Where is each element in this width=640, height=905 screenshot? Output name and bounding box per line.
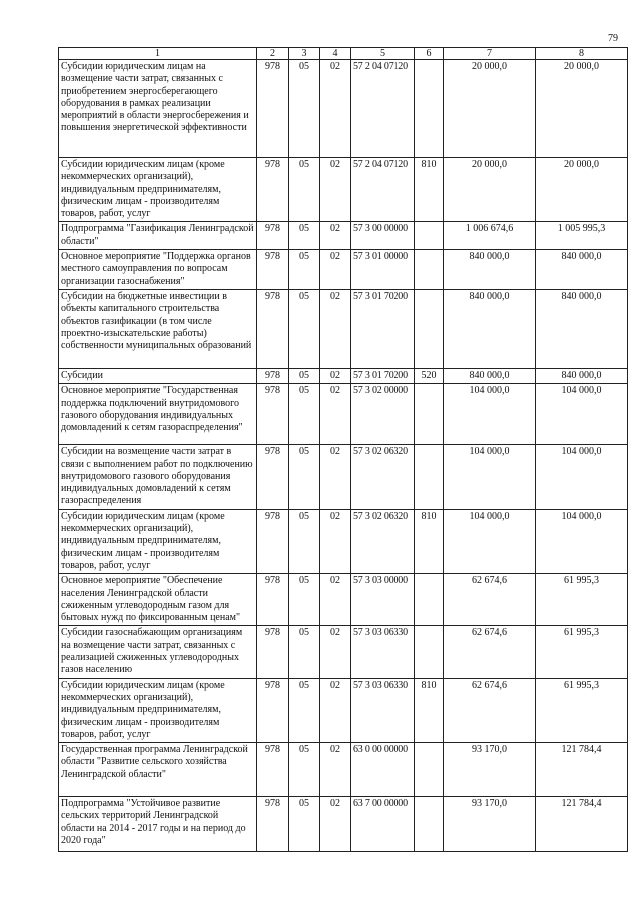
expense-type-cell: 520 (415, 368, 444, 383)
target-article-cell: 63 7 00 00000 (351, 797, 415, 852)
target-article-cell: 57 3 03 06330 (351, 626, 415, 678)
grbs-code-cell: 978 (257, 222, 289, 250)
table-row (59, 574, 628, 626)
table-row (59, 445, 628, 509)
expense-type-cell (415, 743, 444, 797)
budget-table (58, 47, 628, 852)
amount-year1-cell: 840 000,0 (444, 250, 536, 290)
amount-year2-cell: 61 995,3 (536, 626, 628, 678)
target-article-cell: 57 2 04 07120 (351, 60, 415, 158)
grbs-code-cell: 978 (257, 626, 289, 678)
table-row (59, 797, 628, 852)
table-row (59, 250, 628, 290)
subsection-code-cell: 02 (320, 289, 351, 368)
target-article-cell: 57 3 02 06320 (351, 445, 415, 509)
expense-type-cell (415, 797, 444, 852)
expense-type-cell (415, 250, 444, 290)
expense-type-cell: 810 (415, 158, 444, 222)
expense-type-cell (415, 289, 444, 368)
table-row (59, 60, 628, 158)
amount-year1-cell: 1 006 674,6 (444, 222, 536, 250)
item-name-cell: Субсидии на бюджетные инвестиции в объекты капитального строительства объектов газификации (в том числе проектно-изыскательские работы) собственности муниципальных образований (59, 289, 257, 368)
target-article-cell: 57 3 01 70200 (351, 289, 415, 368)
subsection-code-cell: 02 (320, 445, 351, 509)
item-name-cell: Субсидии газоснабжающим организациям на возмещение части затрат, связанных с реализацией сжиженных углеводородных газов населению (59, 626, 257, 678)
item-name-cell: Основное мероприятие "Поддержка органов местного самоуправления по вопросам организации газоснабжения" (59, 250, 257, 290)
section-code-cell: 05 (289, 222, 320, 250)
expense-type-cell (415, 222, 444, 250)
subsection-code-cell: 02 (320, 509, 351, 573)
expense-type-cell (415, 445, 444, 509)
amount-year2-cell: 121 784,4 (536, 797, 628, 852)
section-code-cell: 05 (289, 626, 320, 678)
item-name-cell: Субсидии юридическим лицам (кроме некоммерческих организаций), индивидуальным предпринимателям, физическим лицам - производителям товаров, работ, услуг (59, 158, 257, 222)
header-cell: 2 (257, 48, 289, 60)
expense-type-cell: 810 (415, 509, 444, 573)
amount-year2-cell: 1 005 995,3 (536, 222, 628, 250)
section-code-cell: 05 (289, 743, 320, 797)
expense-type-cell (415, 626, 444, 678)
item-name-cell: Субсидии юридическим лицам (кроме некоммерческих организаций), индивидуальным предпринимателям, физическим лицам - производителям товаров, работ, услуг (59, 678, 257, 742)
subsection-code-cell: 02 (320, 743, 351, 797)
item-name-cell: Субсидии на возмещение части затрат в связи с выполнением работ по подключению внутридомового газового оборудования индивидуальных домовладений к сетям газораспределения (59, 445, 257, 509)
subsection-code-cell: 02 (320, 797, 351, 852)
amount-year1-cell: 104 000,0 (444, 445, 536, 509)
item-name-cell: Субсидии юридическим лицам (кроме некоммерческих организаций), индивидуальным предпринимателям, физическим лицам - производителям товаров, работ, услуг (59, 509, 257, 573)
amount-year2-cell: 104 000,0 (536, 384, 628, 445)
grbs-code-cell: 978 (257, 797, 289, 852)
grbs-code-cell: 978 (257, 574, 289, 626)
grbs-code-cell: 978 (257, 60, 289, 158)
table-row (59, 368, 628, 383)
header-cell: 4 (320, 48, 351, 60)
grbs-code-cell: 978 (257, 368, 289, 383)
target-article-cell: 57 3 03 06330 (351, 678, 415, 742)
section-code-cell: 05 (289, 384, 320, 445)
expense-type-cell: 810 (415, 678, 444, 742)
item-name-cell: Субсидии (59, 368, 257, 383)
grbs-code-cell: 978 (257, 158, 289, 222)
target-article-cell: 57 3 00 00000 (351, 222, 415, 250)
table-row (59, 678, 628, 742)
section-code-cell: 05 (289, 289, 320, 368)
header-row (59, 48, 628, 60)
header-cell: 6 (415, 48, 444, 60)
section-code-cell: 05 (289, 368, 320, 383)
grbs-code-cell: 978 (257, 678, 289, 742)
amount-year1-cell: 840 000,0 (444, 368, 536, 383)
amount-year2-cell: 61 995,3 (536, 574, 628, 626)
amount-year2-cell: 20 000,0 (536, 158, 628, 222)
amount-year2-cell: 20 000,0 (536, 60, 628, 158)
header-cell: 3 (289, 48, 320, 60)
grbs-code-cell: 978 (257, 509, 289, 573)
subsection-code-cell: 02 (320, 678, 351, 742)
expense-type-cell (415, 60, 444, 158)
section-code-cell: 05 (289, 445, 320, 509)
item-name-cell: Основное мероприятие "Обеспечение населения Ленинградской области сжиженным углеводородным газом для бытовых нужд по фиксированным ценам" (59, 574, 257, 626)
subsection-code-cell: 02 (320, 158, 351, 222)
grbs-code-cell: 978 (257, 289, 289, 368)
target-article-cell: 57 3 01 70200 (351, 368, 415, 383)
section-code-cell: 05 (289, 797, 320, 852)
table-row (59, 222, 628, 250)
amount-year2-cell: 840 000,0 (536, 250, 628, 290)
table-row (59, 384, 628, 445)
amount-year1-cell: 93 170,0 (444, 797, 536, 852)
section-code-cell: 05 (289, 678, 320, 742)
amount-year1-cell: 20 000,0 (444, 158, 536, 222)
amount-year1-cell: 62 674,6 (444, 626, 536, 678)
target-article-cell: 57 3 01 00000 (351, 250, 415, 290)
page-number: 79 (608, 33, 618, 44)
grbs-code-cell: 978 (257, 743, 289, 797)
grbs-code-cell: 978 (257, 250, 289, 290)
item-name-cell: Подпрограмма "Устойчивое развитие сельских территорий Ленинградской области на 2014 - 2017 годы и на период до 2020 года" (59, 797, 257, 852)
subsection-code-cell: 02 (320, 574, 351, 626)
amount-year1-cell: 62 674,6 (444, 678, 536, 742)
amount-year2-cell: 104 000,0 (536, 445, 628, 509)
item-name-cell: Основное мероприятие "Государственная поддержка подключений внутридомового газового оборудования индивидуальных домовладений к сетям газораспределения" (59, 384, 257, 445)
item-name-cell: Субсидии юридическим лицам на возмещение части затрат, связанных с приобретением энергосберегающего оборудования в рамках реализации мероприятий в области энергосбережения и повышения энергетической эффективности (59, 60, 257, 158)
table-row (59, 509, 628, 573)
subsection-code-cell: 02 (320, 250, 351, 290)
amount-year1-cell: 20 000,0 (444, 60, 536, 158)
grbs-code-cell: 978 (257, 445, 289, 509)
section-code-cell: 05 (289, 158, 320, 222)
amount-year2-cell: 61 995,3 (536, 678, 628, 742)
amount-year1-cell: 104 000,0 (444, 384, 536, 445)
expense-type-cell (415, 384, 444, 445)
item-name-cell: Государственная программа Ленинградской области "Развитие сельского хозяйства Ленинградской области" (59, 743, 257, 797)
amount-year1-cell: 93 170,0 (444, 743, 536, 797)
subsection-code-cell: 02 (320, 384, 351, 445)
target-article-cell: 57 3 02 06320 (351, 509, 415, 573)
target-article-cell: 63 0 00 00000 (351, 743, 415, 797)
section-code-cell: 05 (289, 509, 320, 573)
section-code-cell: 05 (289, 60, 320, 158)
amount-year1-cell: 62 674,6 (444, 574, 536, 626)
target-article-cell: 57 2 04 07120 (351, 158, 415, 222)
table-row (59, 289, 628, 368)
expense-type-cell (415, 574, 444, 626)
item-name-cell: Подпрограмма "Газификация Ленинградской области" (59, 222, 257, 250)
amount-year1-cell: 104 000,0 (444, 509, 536, 573)
header-cell: 1 (59, 48, 257, 60)
amount-year1-cell: 840 000,0 (444, 289, 536, 368)
amount-year2-cell: 104 000,0 (536, 509, 628, 573)
target-article-cell: 57 3 03 00000 (351, 574, 415, 626)
subsection-code-cell: 02 (320, 626, 351, 678)
subsection-code-cell: 02 (320, 222, 351, 250)
section-code-cell: 05 (289, 250, 320, 290)
section-code-cell: 05 (289, 574, 320, 626)
amount-year2-cell: 840 000,0 (536, 368, 628, 383)
table-row (59, 158, 628, 222)
target-article-cell: 57 3 02 00000 (351, 384, 415, 445)
subsection-code-cell: 02 (320, 368, 351, 383)
table-row (59, 626, 628, 678)
amount-year2-cell: 840 000,0 (536, 289, 628, 368)
grbs-code-cell: 978 (257, 384, 289, 445)
amount-year2-cell: 121 784,4 (536, 743, 628, 797)
subsection-code-cell: 02 (320, 60, 351, 158)
table-row (59, 743, 628, 797)
header-cell: 7 (444, 48, 536, 60)
header-cell: 8 (536, 48, 628, 60)
header-cell: 5 (351, 48, 415, 60)
